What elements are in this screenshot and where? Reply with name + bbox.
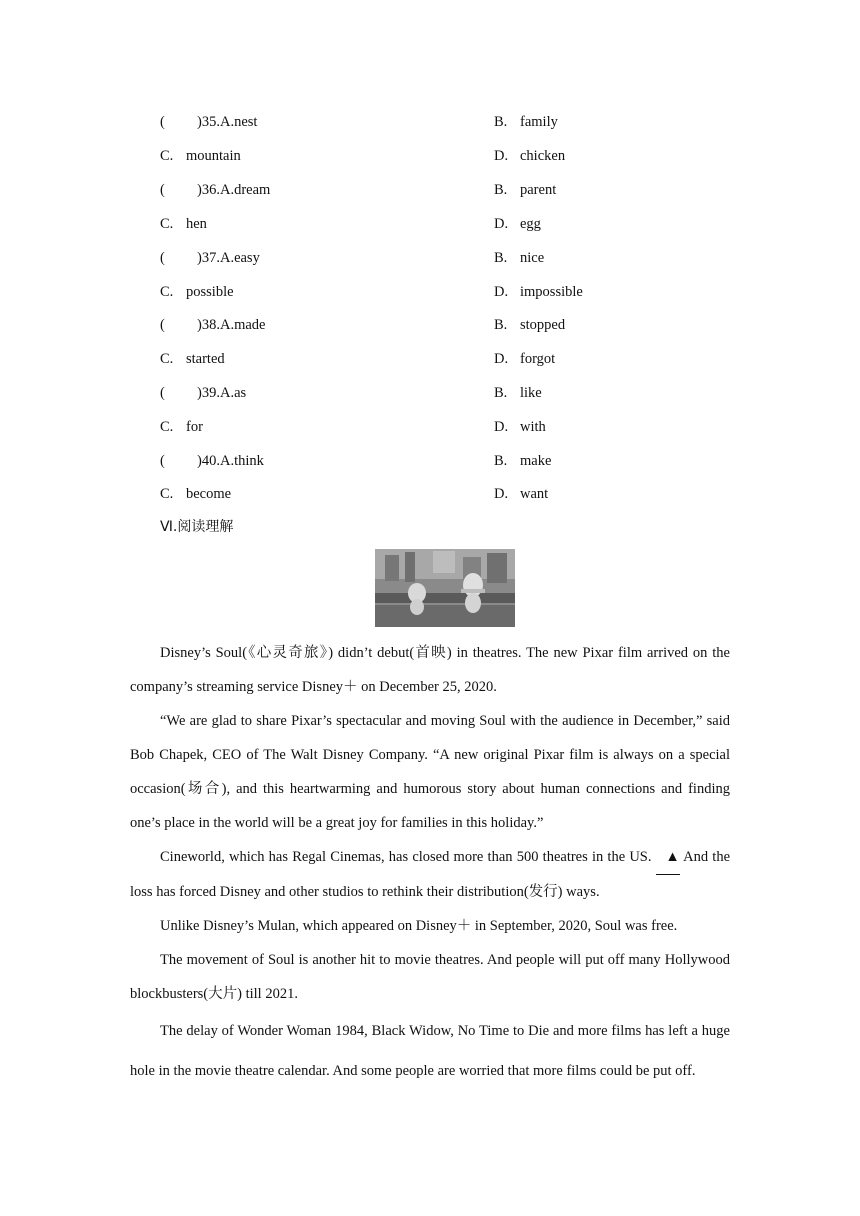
- reading-article: [130, 636, 730, 1091]
- movie-still-image: [375, 549, 515, 627]
- option-c: become: [186, 486, 232, 502]
- answer-paren: (: [160, 250, 165, 266]
- option-d-label: D.: [494, 148, 509, 164]
- option-a: A.think: [219, 453, 264, 469]
- option-b-label: B.: [494, 385, 508, 401]
- question-36-row: [160, 180, 760, 200]
- option-c-label: C.: [160, 419, 174, 435]
- question-35-row-2: [160, 146, 760, 166]
- option-d: want: [520, 486, 549, 502]
- option-c: possible: [186, 284, 234, 300]
- option-a: A.dream: [219, 182, 271, 198]
- option-c-label: C.: [160, 284, 174, 300]
- option-c-label: C.: [160, 216, 174, 232]
- article-paragraph-6: The delay of Wonder Woman 1984, Black Widow, No Time to Die and more films has left a huge hole in the movie theatre calendar. And some people are worried that more films could be put off.: [130, 1023, 730, 1079]
- movie-still-illustration: [375, 549, 515, 627]
- option-a: A.made: [219, 317, 266, 333]
- question-39-row-2: [160, 417, 760, 437]
- option-b: stopped: [520, 317, 566, 333]
- article-paragraph-4: Unlike Disney’s Mulan, which appeared on Disney＋ in September, 2020, Soul was free.: [160, 918, 678, 934]
- option-d-label: D.: [494, 216, 509, 232]
- option-c: started: [186, 351, 225, 367]
- option-a: A.as: [219, 385, 247, 401]
- option-b-label: B.: [494, 114, 508, 130]
- question-39-row: [160, 383, 760, 403]
- question-number: )40.: [197, 453, 220, 469]
- option-c-label: C.: [160, 148, 174, 164]
- option-a: A.nest: [219, 114, 258, 130]
- option-b: make: [520, 453, 552, 469]
- question-number: )35.: [197, 114, 220, 130]
- option-d: with: [520, 419, 546, 435]
- option-d: egg: [520, 216, 541, 232]
- option-b-label: B.: [494, 317, 508, 333]
- question-38-row: [160, 315, 760, 335]
- option-d-label: D.: [494, 351, 509, 367]
- question-number: )36.: [197, 182, 220, 198]
- option-c: mountain: [186, 148, 241, 164]
- option-b-label: B.: [494, 453, 508, 469]
- option-b: family: [520, 114, 558, 130]
- option-b-label: B.: [494, 182, 508, 198]
- option-c-label: C.: [160, 486, 174, 502]
- option-d: impossible: [520, 284, 583, 300]
- option-d-label: D.: [494, 284, 509, 300]
- question-number: )39.: [197, 385, 220, 401]
- article-paragraph-2: “We are glad to share Pixar’s spectacular and moving Soul with the audience in December,” said Bob Chapek, CEO of The Walt Disney Company. “A new original Pixar film is always on a special occasion(场合), and this heartwarming and humorous story about human connections and finding one’s place in the world will be a great joy for families in this holiday.”: [130, 713, 730, 831]
- option-b-label: B.: [494, 250, 508, 266]
- option-b: nice: [520, 250, 545, 266]
- question-number: )37.: [197, 250, 220, 266]
- question-40-row-2: [160, 484, 760, 504]
- article-paragraph-3-text-b: And the loss has forced Disney and other studios to rethink their distribution(发行) ways.: [130, 849, 731, 900]
- question-38-row-2: [160, 349, 760, 369]
- section-title: Ⅵ.阅读理解: [160, 519, 234, 535]
- article-paragraph-1: Disney’s Soul(《心灵奇旅》) didn’t debut(首映) in theatres. The new Pixar film arrived on the company’s streaming service Disney＋ on December 25, 2020.: [130, 645, 730, 695]
- question-40-row: [160, 451, 760, 471]
- question-35-row: [160, 112, 760, 132]
- option-d: chicken: [520, 148, 566, 164]
- answer-paren: (: [160, 114, 165, 130]
- question-number: )38.: [197, 317, 220, 333]
- question-37-row: [160, 248, 760, 268]
- article-paragraph-3-text-a: Cineworld, which has Regal Cinemas, has closed more than 500 theatres in the US.: [160, 849, 652, 865]
- answer-paren: (: [160, 317, 165, 333]
- option-d: forgot: [520, 351, 556, 367]
- option-b: parent: [520, 182, 557, 198]
- question-36-row-2: [160, 214, 760, 234]
- question-37-row-2: [160, 282, 760, 302]
- answer-blank: ▲: [656, 840, 680, 875]
- article-paragraph-5: The movement of Soul is another hit to movie theatres. And people will put off many Hollywood blockbusters(大片) till 2021.: [130, 952, 730, 1002]
- article-paragraph-3: [130, 840, 730, 909]
- answer-paren: (: [160, 453, 165, 469]
- option-a: A.easy: [219, 250, 260, 266]
- option-c: for: [186, 419, 203, 435]
- option-b: like: [520, 385, 542, 401]
- option-c-label: C.: [160, 351, 174, 367]
- option-c: hen: [186, 216, 207, 232]
- option-d-label: D.: [494, 486, 509, 502]
- option-d-label: D.: [494, 419, 509, 435]
- answer-paren: (: [160, 385, 165, 401]
- answer-paren: (: [160, 182, 165, 198]
